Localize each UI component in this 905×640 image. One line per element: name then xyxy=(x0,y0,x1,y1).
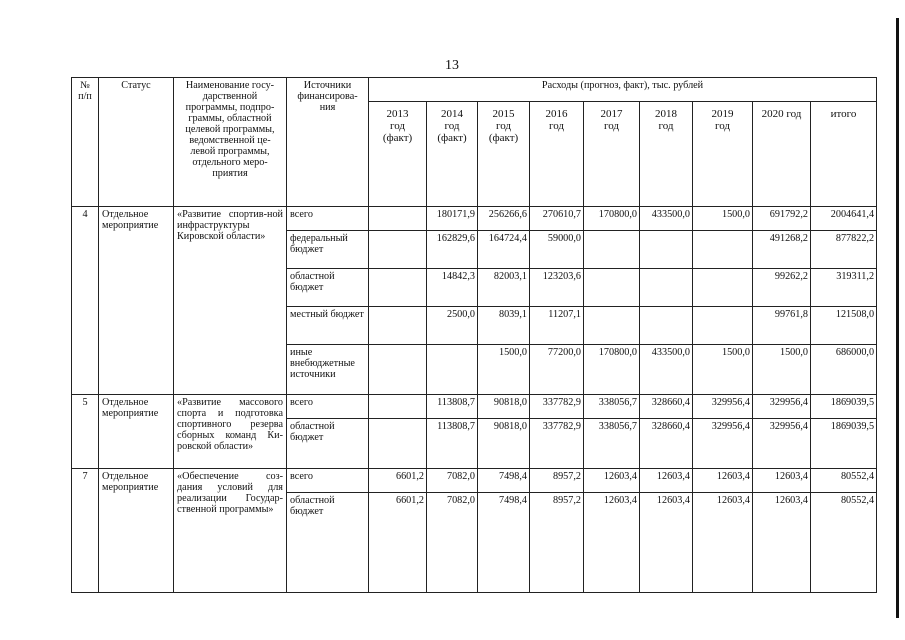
header-year-word: год xyxy=(658,120,674,132)
value-cell: 1500,0 xyxy=(478,345,530,395)
value-cell: 90818,0 xyxy=(478,419,530,469)
value-cell: 338056,7 xyxy=(584,419,640,469)
header-year-word: год xyxy=(444,120,460,132)
value-cell xyxy=(584,269,640,307)
header-year-year: 2019 xyxy=(711,108,734,120)
value-cell: 121508,0 xyxy=(811,307,877,345)
value-cell: 686000,0 xyxy=(811,345,877,395)
header-year-2019 xyxy=(693,102,753,207)
row-number: 7 xyxy=(72,469,99,593)
value-cell: 433500,0 xyxy=(640,207,693,231)
value-cell xyxy=(584,307,640,345)
value-cell: 8957,2 xyxy=(530,493,584,593)
value-cell: 1869039,5 xyxy=(811,419,877,469)
value-cell xyxy=(369,231,427,269)
value-cell: 6601,2 xyxy=(369,493,427,593)
header-year-2014 xyxy=(427,102,478,207)
value-cell: 59000,0 xyxy=(530,231,584,269)
value-cell: 433500,0 xyxy=(640,345,693,395)
value-cell: 11207,1 xyxy=(530,307,584,345)
row-status: Отдельное мероприятие xyxy=(99,395,174,469)
value-cell xyxy=(640,269,693,307)
expenses-table xyxy=(71,77,877,593)
value-cell: 180171,9 xyxy=(427,207,478,231)
value-cell: 7082,0 xyxy=(427,493,478,593)
value-cell: 337782,9 xyxy=(530,395,584,419)
value-cell: 113808,7 xyxy=(427,395,478,419)
value-cell: 2500,0 xyxy=(427,307,478,345)
value-cell: 7498,4 xyxy=(478,493,530,593)
value-cell: 14842,3 xyxy=(427,269,478,307)
value-cell: 77200,0 xyxy=(530,345,584,395)
header-year-2017 xyxy=(584,102,640,207)
header-year-2013 xyxy=(369,102,427,207)
row-status: Отдельное мероприятие xyxy=(99,207,174,395)
value-cell: 82003,1 xyxy=(478,269,530,307)
value-cell: 113808,7 xyxy=(427,419,478,469)
value-cell: 12603,4 xyxy=(640,493,693,593)
value-cell: 80552,4 xyxy=(811,493,877,593)
value-cell: 7082,0 xyxy=(427,469,478,493)
header-year-2016 xyxy=(530,102,584,207)
value-cell: 164724,4 xyxy=(478,231,530,269)
value-cell: 329956,4 xyxy=(753,395,811,419)
row-source: областной бюджет xyxy=(287,493,369,593)
value-cell: 8957,2 xyxy=(530,469,584,493)
table-row xyxy=(72,395,877,419)
header-year-year: 2015 xyxy=(492,108,515,120)
value-cell: 90818,0 xyxy=(478,395,530,419)
value-cell: 691792,2 xyxy=(753,207,811,231)
header-year-note: (факт) xyxy=(382,132,413,144)
header-year-2018 xyxy=(640,102,693,207)
value-cell: 256266,6 xyxy=(478,207,530,231)
value-cell: 2004641,4 xyxy=(811,207,877,231)
value-cell: 12603,4 xyxy=(693,493,753,593)
table-row xyxy=(72,207,877,231)
value-cell: 6601,2 xyxy=(369,469,427,493)
row-number: 4 xyxy=(72,207,99,395)
value-cell: 170800,0 xyxy=(584,345,640,395)
header-year-word: год xyxy=(603,120,620,132)
value-cell: 12603,4 xyxy=(753,493,811,593)
row-source: местный бюджет xyxy=(287,307,369,345)
value-cell: 319311,2 xyxy=(811,269,877,307)
value-cell: 12603,4 xyxy=(584,469,640,493)
header-year-year: 2013 xyxy=(386,108,409,120)
value-cell: 12603,4 xyxy=(693,469,753,493)
header-total: итого xyxy=(811,102,877,207)
value-cell: 329956,4 xyxy=(693,419,753,469)
value-cell: 162829,6 xyxy=(427,231,478,269)
row-number: 5 xyxy=(72,395,99,469)
value-cell: 328660,4 xyxy=(640,395,693,419)
value-cell: 8039,1 xyxy=(478,307,530,345)
value-cell: 123203,6 xyxy=(530,269,584,307)
value-cell: 170800,0 xyxy=(584,207,640,231)
value-cell: 1500,0 xyxy=(753,345,811,395)
row-source: иные внебюджетные источники xyxy=(287,345,369,395)
value-cell xyxy=(369,207,427,231)
value-cell xyxy=(640,307,693,345)
value-cell: 12603,4 xyxy=(584,493,640,593)
header-year-word: год xyxy=(389,120,406,132)
value-cell: 1869039,5 xyxy=(811,395,877,419)
header-number: № п/п xyxy=(72,78,99,207)
header-year-year: 2014 xyxy=(441,108,463,120)
value-cell xyxy=(693,231,753,269)
header-year-year: 2018 xyxy=(655,108,677,120)
value-cell: 99262,2 xyxy=(753,269,811,307)
header-year-word: год xyxy=(714,120,731,132)
table-row xyxy=(72,469,877,493)
row-name: «Обеспечение соз-дания условий для реализации Государ-ственной программы» xyxy=(174,469,287,593)
value-cell xyxy=(693,307,753,345)
value-cell: 99761,8 xyxy=(753,307,811,345)
row-source: всего xyxy=(287,469,369,493)
header-year-note: (факт) xyxy=(488,132,519,144)
header-year-note: (факт) xyxy=(437,132,467,144)
row-name: «Развитие массового спорта и подготовка спортивного резерва сборных команд Ки-ровской области» xyxy=(174,395,287,469)
value-cell: 329956,4 xyxy=(753,419,811,469)
row-source: областной бюджет xyxy=(287,419,369,469)
value-cell: 338056,7 xyxy=(584,395,640,419)
row-name: «Развитие спортив-ной инфраструктуры Кировской области» xyxy=(174,207,287,395)
value-cell: 328660,4 xyxy=(640,419,693,469)
row-status: Отдельное мероприятие xyxy=(99,469,174,593)
page-number: 13 xyxy=(445,58,459,73)
header-year-year: 2017 xyxy=(600,108,623,120)
value-cell xyxy=(369,345,427,395)
value-cell xyxy=(369,307,427,345)
value-cell xyxy=(427,345,478,395)
value-cell xyxy=(584,231,640,269)
header-year-year: 2016 xyxy=(545,108,568,120)
value-cell: 12603,4 xyxy=(640,469,693,493)
value-cell xyxy=(640,231,693,269)
header-name: Наименование госу-дарственной программы, подпро-граммы, областной целевой программы, ведомственной це-левой программы, отдельного меро-приятия xyxy=(174,78,287,207)
value-cell: 7498,4 xyxy=(478,469,530,493)
value-cell xyxy=(369,419,427,469)
value-cell: 329956,4 xyxy=(693,395,753,419)
value-cell: 1500,0 xyxy=(693,207,753,231)
value-cell: 491268,2 xyxy=(753,231,811,269)
header-year-word: год xyxy=(495,120,512,132)
value-cell: 80552,4 xyxy=(811,469,877,493)
header-year-word: год xyxy=(548,120,565,132)
header-expenses: Расходы (прогноз, факт), тыс. рублей xyxy=(369,78,877,102)
row-source: федеральный бюджет xyxy=(287,231,369,269)
value-cell: 270610,7 xyxy=(530,207,584,231)
value-cell: 877822,2 xyxy=(811,231,877,269)
row-source: всего xyxy=(287,207,369,231)
header-2020: 2020 год xyxy=(753,102,811,207)
value-cell xyxy=(693,269,753,307)
page-edge-line xyxy=(896,18,899,618)
header-year-2015 xyxy=(478,102,530,207)
value-cell: 337782,9 xyxy=(530,419,584,469)
row-source: всего xyxy=(287,395,369,419)
value-cell: 1500,0 xyxy=(693,345,753,395)
value-cell: 12603,4 xyxy=(753,469,811,493)
value-cell xyxy=(369,395,427,419)
row-source: областной бюджет xyxy=(287,269,369,307)
value-cell xyxy=(369,269,427,307)
header-sources: Источники финансирова-ния xyxy=(287,78,369,207)
header-status: Статус xyxy=(99,78,174,207)
